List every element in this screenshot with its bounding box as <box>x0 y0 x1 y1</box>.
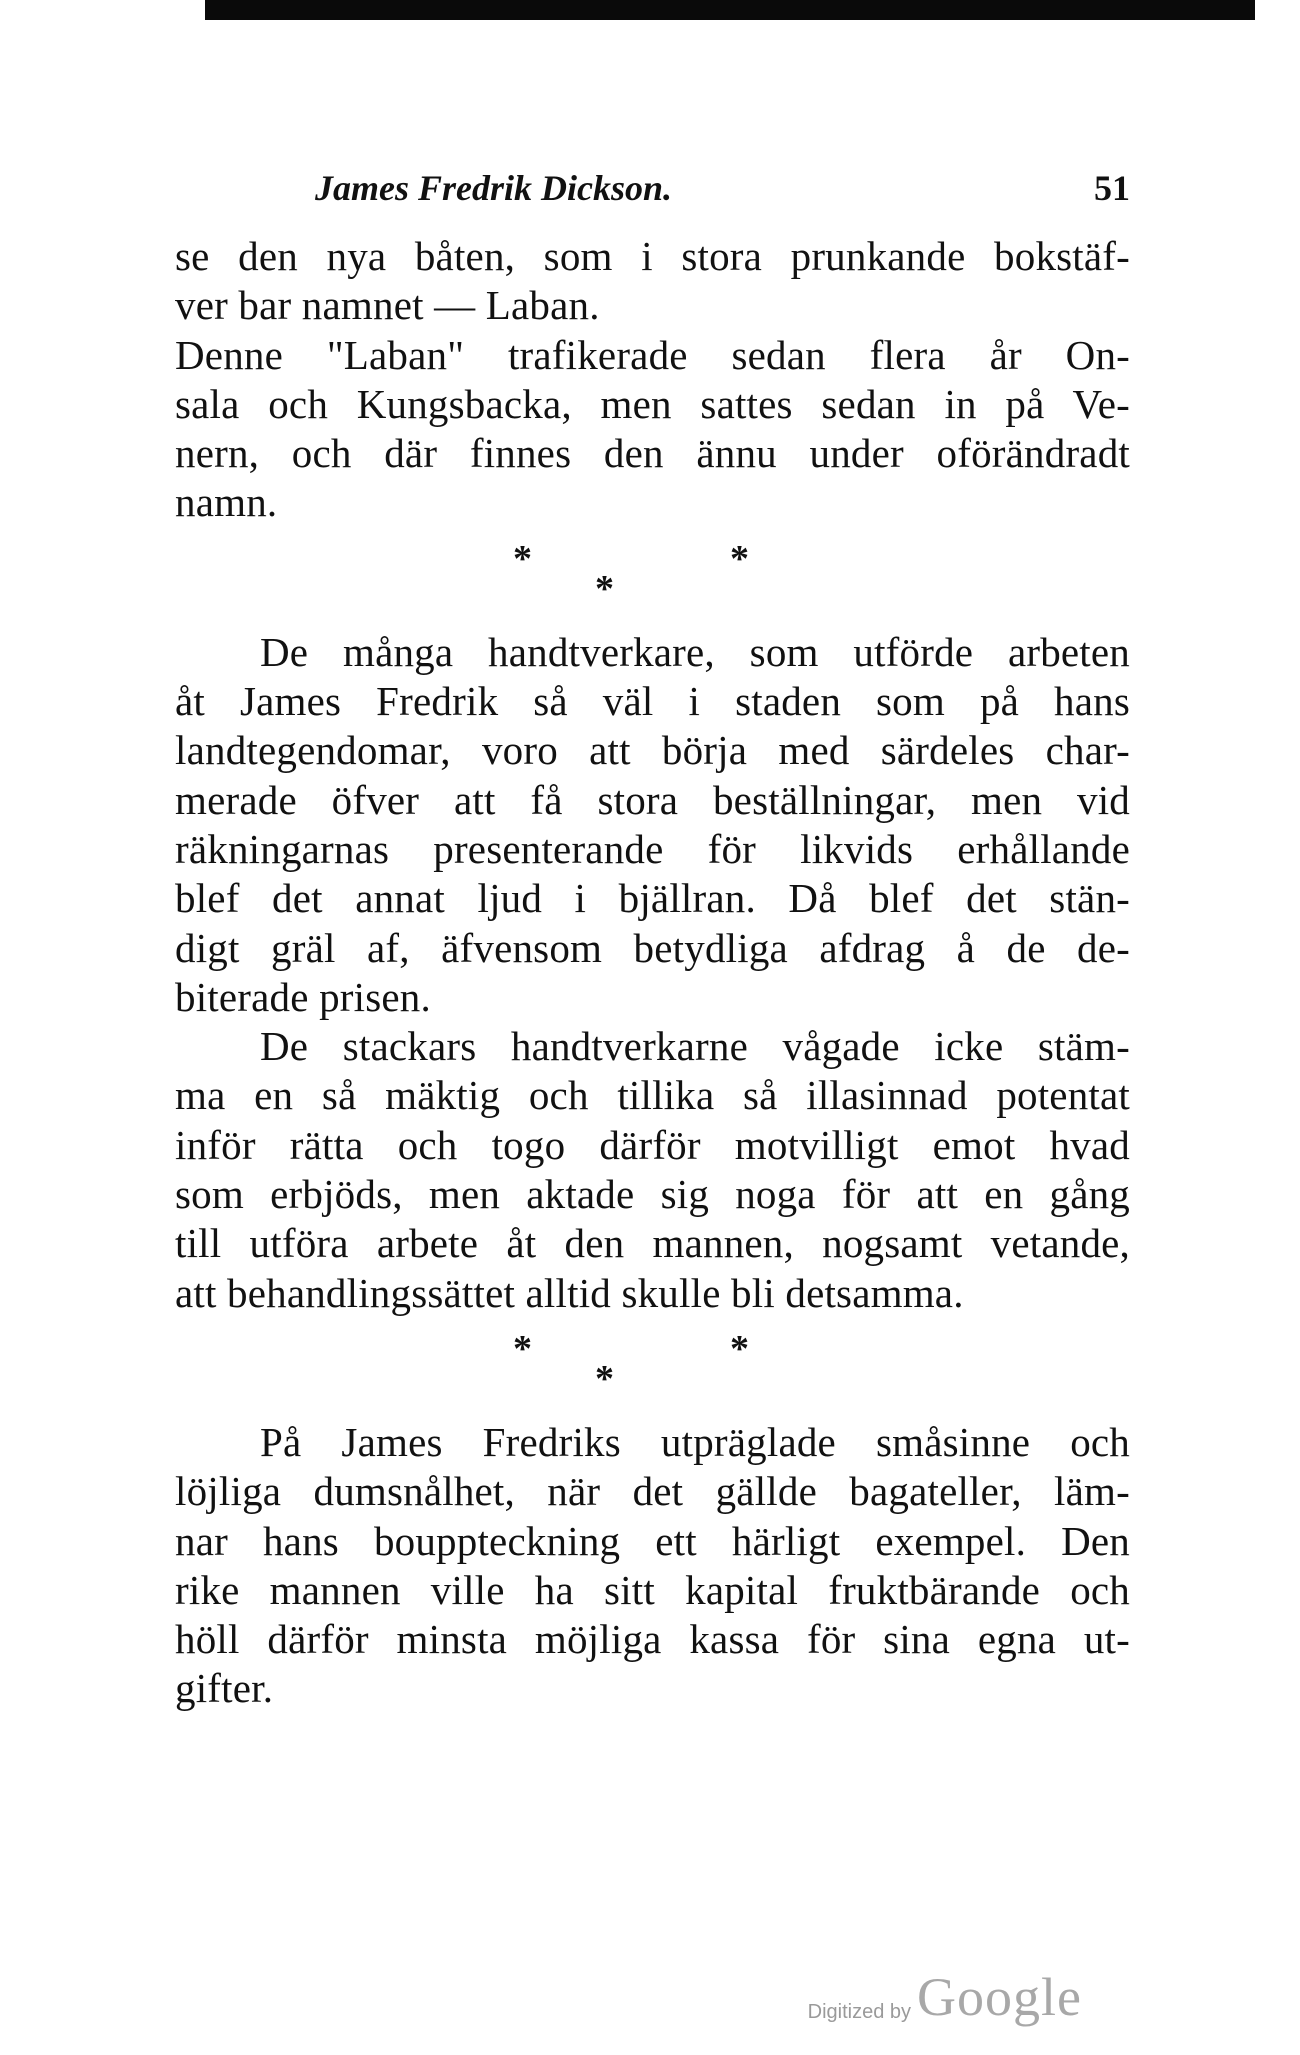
text-line: nar hans bouppteckning ett härligt exempel. Den <box>175 1517 1130 1564</box>
asterisk: * <box>595 1357 615 1400</box>
body-text <box>175 232 1130 1714</box>
asterisk: * <box>595 567 615 610</box>
paragraph <box>175 1418 1130 1714</box>
running-head: James Fredrik Dickson. <box>315 168 673 208</box>
text-line: räkningarnas presenterande för likvids erhållande <box>175 825 1130 872</box>
text-line: De stackars handtverkarne vågade icke stäm- <box>260 1023 1130 1070</box>
page-header <box>175 158 1130 218</box>
text-line: blef det annat ljud i bjällran. Då blef det stän- <box>175 875 1130 922</box>
text-line: digt gräl af, äfvensom betydliga afdrag å de de- <box>175 924 1130 971</box>
watermark-digitized-by: Digitized by <box>807 2001 912 2023</box>
text-line: landtegendomar, voro att börja med särdeles char- <box>175 727 1130 774</box>
text-line: till utföra arbete åt den mannen, nogsamt vetande, <box>175 1220 1130 1267</box>
text-line: löjliga dumsnålhet, när det gällde bagateller, läm- <box>175 1468 1130 1515</box>
text-line: gifter. <box>175 1665 274 1712</box>
text-line: åt James Fredrik så väl i staden som på hans <box>175 678 1130 725</box>
text-line: sala och Kungsbacka, men sattes sedan in på Ve- <box>175 380 1130 427</box>
text-line: se den nya båten, som i stora prunkande bokstäf- <box>175 233 1130 279</box>
text-line: biterade prisen. <box>175 973 431 1020</box>
section-break-asterism <box>175 528 1130 628</box>
asterisk: * <box>730 1327 750 1370</box>
section-break-asterism <box>175 1318 1130 1418</box>
text-line: namn. <box>175 479 278 526</box>
asterisk: * <box>513 537 533 580</box>
google-watermark <box>808 1957 1082 2027</box>
text-line: ma en så mäktig och tillika så illasinnad potentat <box>175 1072 1130 1119</box>
paragraph <box>175 628 1130 1022</box>
text-line: På James Fredriks utpräglade småsinne och <box>260 1418 1130 1465</box>
text-line: De många handtverkare, som utförde arbeten <box>260 628 1130 675</box>
paragraph <box>175 1022 1130 1318</box>
text-line: som erbjöds, men aktade sig noga för att en gång <box>175 1171 1130 1218</box>
top-rule <box>205 0 1255 20</box>
text-line: inför rätta och togo därför motvilligt emot hvad <box>175 1121 1130 1168</box>
asterisk: * <box>513 1327 533 1370</box>
text-line: ver bar namnet — Laban. <box>175 282 600 329</box>
watermark-google-logo: Google <box>917 1967 1082 2027</box>
text-line: att behandlingssättet alltid skulle bli detsamma. <box>175 1269 964 1316</box>
paragraph <box>175 232 1130 528</box>
text-line: rike mannen ville ha sitt kapital fruktbärande och <box>175 1566 1130 1613</box>
text-line: Denne "Laban" trafikerade sedan flera år On- <box>175 331 1130 378</box>
text-line: merade öfver att få stora beställningar, men vid <box>175 776 1130 823</box>
page-number: 51 <box>1094 168 1130 208</box>
text-line: nern, och där finnes den ännu under oförändradt <box>175 430 1130 477</box>
text-line: höll därför minsta möjliga kassa för sina egna ut- <box>175 1616 1130 1663</box>
asterisk: * <box>730 537 750 580</box>
